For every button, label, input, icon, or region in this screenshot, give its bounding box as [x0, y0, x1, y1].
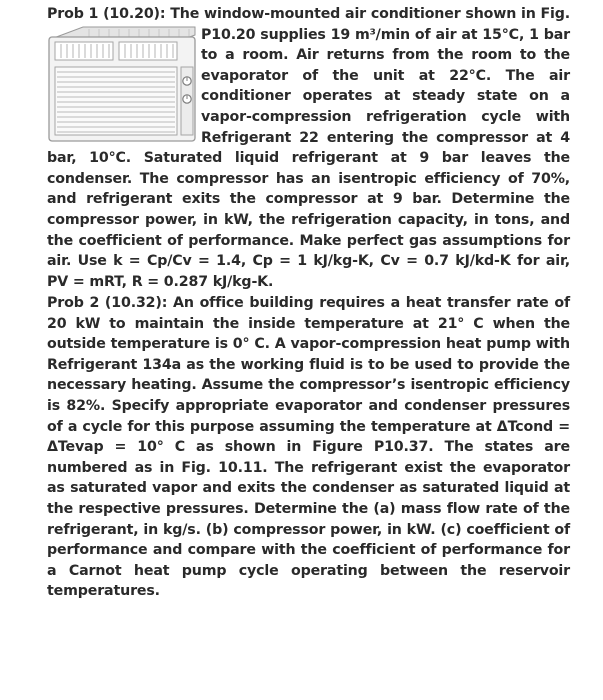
- problem-1-text: The window-mounted air conditioner shown in Fig. P10.20 supplies 19 m³/min of air at 15°C, 1 bar to a room. Air returns from the room to the evaporator of the unit at 22°C. The air conditioner operates at steady state on a vapor-compression refrigeration cycle with Refrigerant 22 entering the compressor at 4 bar, 10°C. Saturated liquid refrigerant at 9 bar leaves the condenser. The compressor has an isentropic efficiency of 70%, and refrigerant exits the compressor at 9 bar. Determine the compressor power, in kW, the refrigeration capacity, in tons, and the coefficient of performance. Make perfect gas assumptions for air. Use k = Cp/Cv = 1.4, Cp = 1 kJ/kg-K, Cv = 0.7 kJ/kd-K for air, PV = mRT, R = 0.287 kJ/kg-K.: [47, 6, 570, 290]
- window-air-conditioner-figure: [45, 25, 197, 143]
- problem-1-heading: Prob 1 (10.20):: [47, 6, 166, 22]
- problem-2-text: An office building requires a heat transfer rate of 20 kW to maintain the inside temperature at 21° C when the outside temperature is 0° C. A vapor-compression heat pump with Refrigerant 134a as the working fluid is to be used to provide the necessary heating. Assume the compressor’s isentropic efficiency is 82%. Specify appropriate evaporator and condenser pressures of a cycle for this purpose assuming the temperature at ΔTcond = ΔTevap = 10° C as shown in Figure P10.37. The states are numbered as in Fig. 10.11. The refrigerant exist the evaporator as saturated vapor and exits the condenser as saturated liquid at the respective pressures. Determine the (a) mass flow rate of the refrigerant, in kg/s. (b) compressor power, in kW. (c) coefficient of performance and compare with the coefficient of performance for a Carnot heat pump cycle operating between the reservoir temperatures.: [47, 295, 570, 600]
- window-air-conditioner-icon: [45, 25, 197, 143]
- problem-2-heading: Prob 2 (10.32):: [47, 295, 168, 311]
- problem-2: [47, 293, 570, 602]
- problem-1: [47, 4, 570, 292]
